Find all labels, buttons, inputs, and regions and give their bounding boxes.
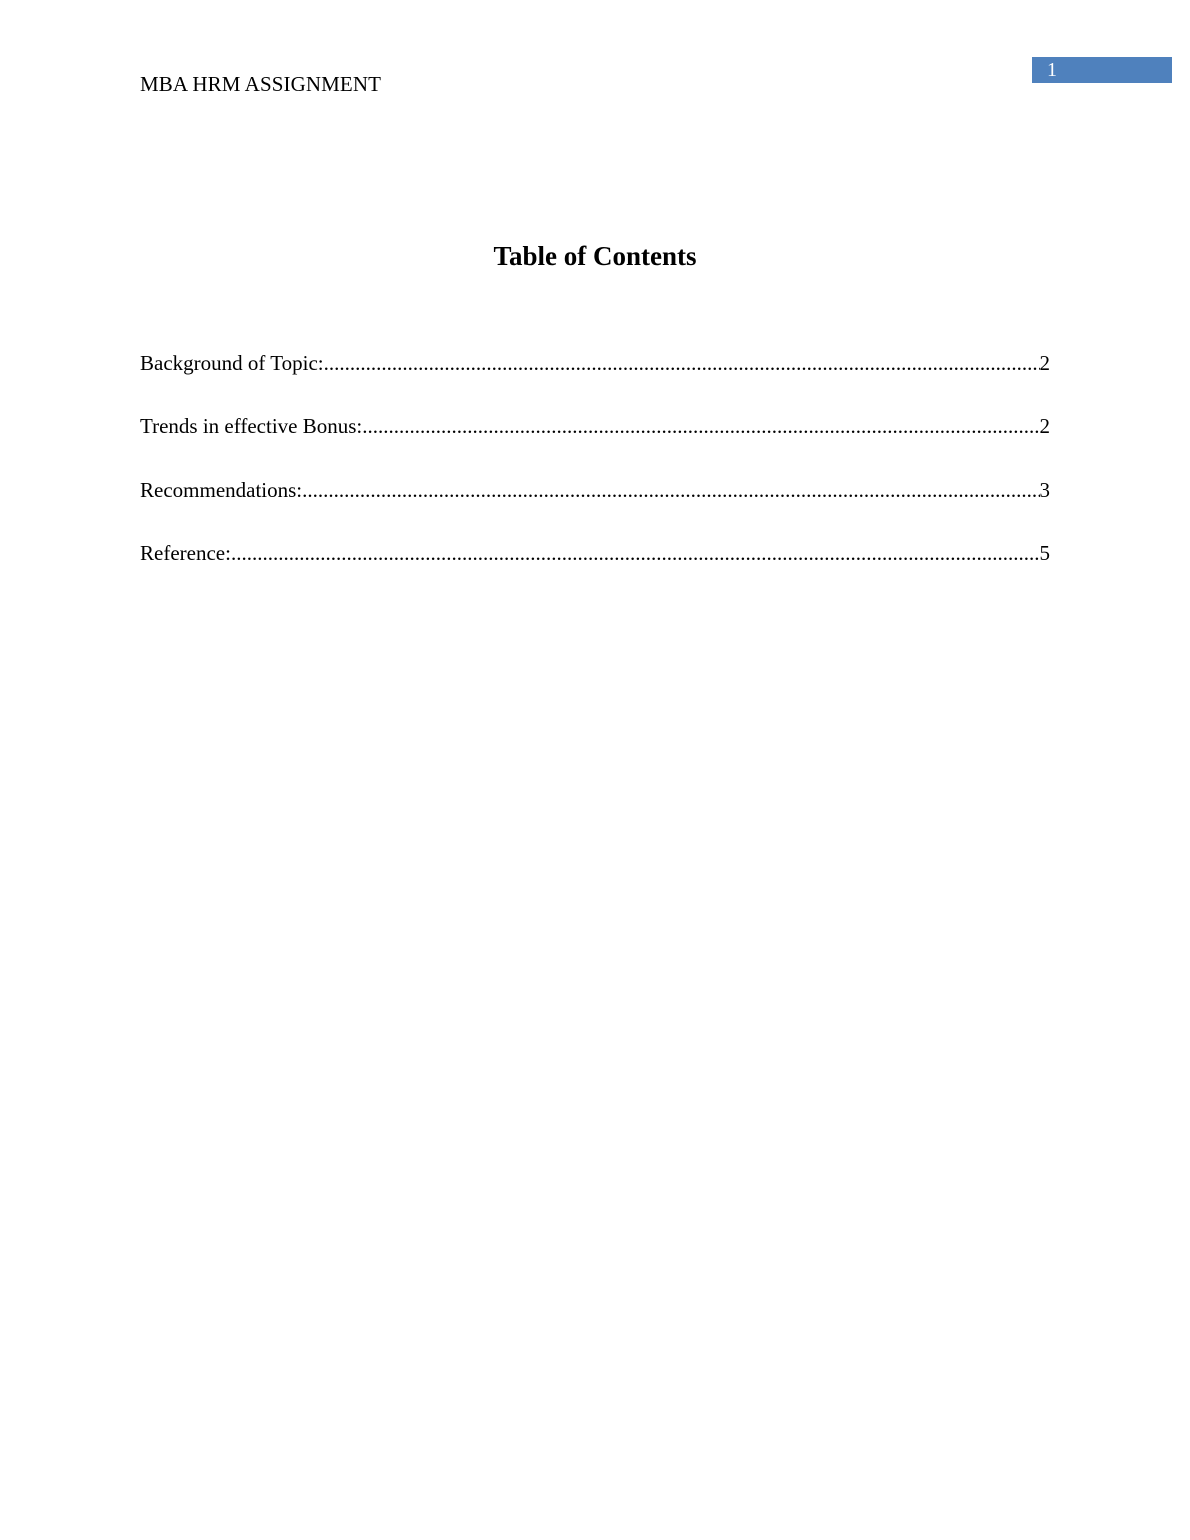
toc-entry-page-number: 2 [1039,351,1050,375]
toc-entry-label: Recommendations: [140,477,303,502]
toc-entry-background-of-topic[interactable] [140,349,1050,412]
toc-dot-leader [302,476,1039,504]
toc-dot-leader [231,539,1040,567]
toc-list [140,349,1050,602]
toc-entry-page-number: 3 [1039,477,1050,502]
running-header-title: MBA HRM ASSIGNMENT [140,72,382,96]
toc-entry-label: Trends in effective Bonus: [140,414,363,439]
toc-entry-recommendations[interactable] [140,476,1050,539]
page-number-box [1032,57,1172,83]
toc-entry-page-number: 2 [1039,414,1050,439]
toc-entry-page-number: 5 [1039,540,1050,565]
page-number: 1 [1047,59,1057,81]
toc-entry-label: Background of Topic: [140,351,324,375]
toc-entry-trends-in-effective-bonus[interactable] [140,412,1050,475]
toc-entry-reference[interactable] [140,539,1050,602]
toc-dot-leader [324,349,1040,377]
toc-entry-label: Reference: [140,540,231,565]
toc-title: Table of Contents [493,241,697,271]
toc-dot-leader [362,412,1039,440]
